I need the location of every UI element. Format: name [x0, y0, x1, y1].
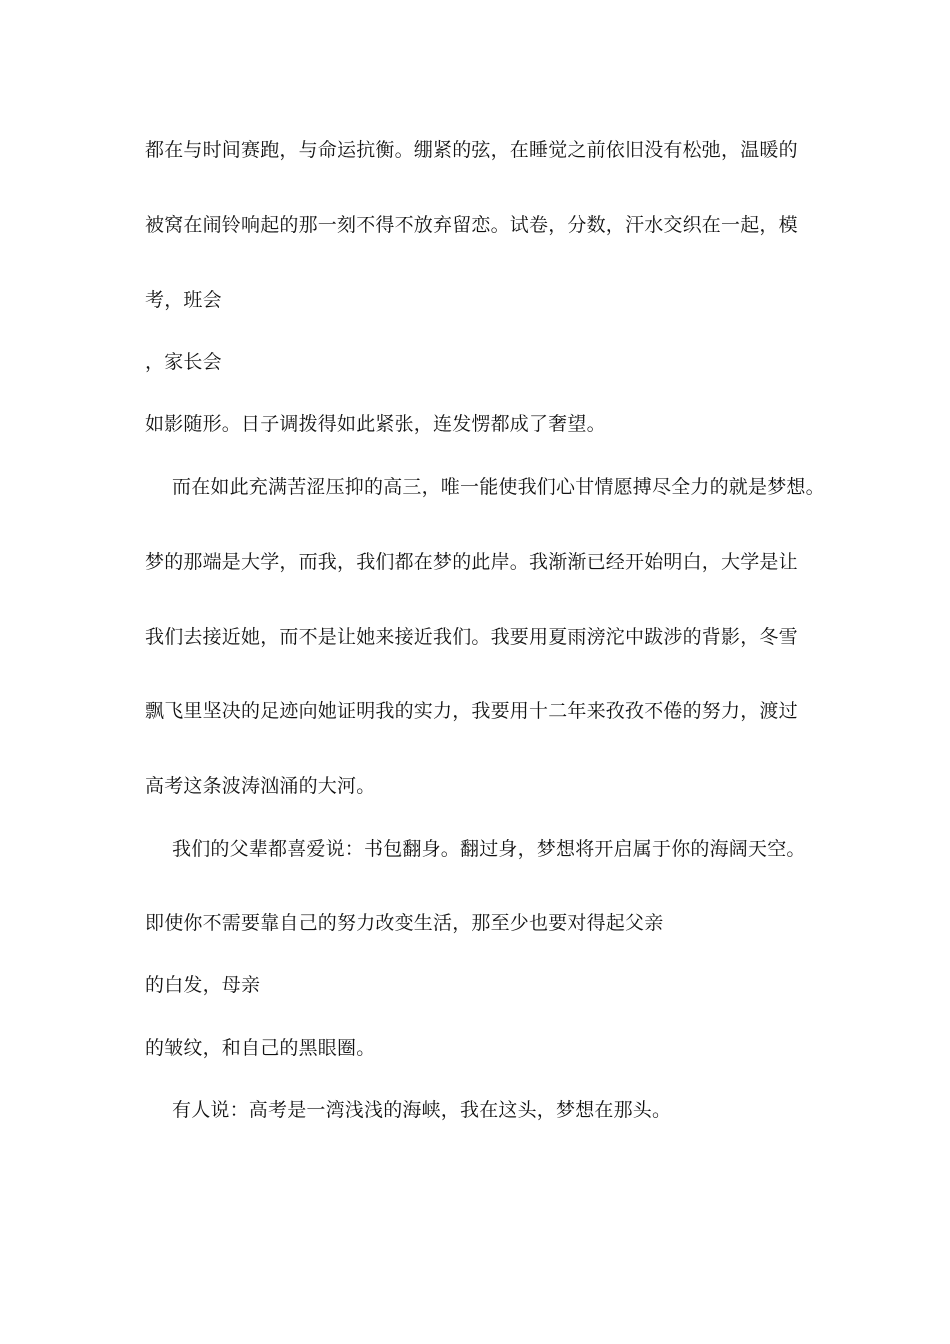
text-line: 我们去接近她，而不是让她来接近我们。我要用夏雨滂沱中跋涉的背影，冬雪	[145, 626, 798, 648]
text-line: 高考这条波涛汹涌的大河。	[145, 775, 376, 797]
text-line: ，家长会	[145, 351, 222, 373]
text-line: 被窝在闹铃响起的那一刻不得不放弃留恋。试卷，分数，汗水交织在一起，模	[145, 214, 798, 236]
text-line: 梦的那端是大学，而我，我们都在梦的此岸。我渐渐已经开始明白，大学是让	[145, 551, 798, 573]
text-line: 如影随形。日子调拨得如此紧张，连发愣都成了奢望。	[145, 413, 606, 435]
text-line: 飘飞里坚决的足迹向她证明我的实力，我要用十二年来孜孜不倦的努力，渡过	[145, 700, 798, 722]
paragraph-first-line: 有人说：高考是一湾浅浅的海峡，我在这头，梦想在那头。	[172, 1099, 672, 1121]
text-line: 即使你不需要靠自己的努力改变生活，那至少也要对得起父亲	[145, 912, 664, 934]
text-line: 考，班会	[145, 289, 222, 311]
text-line: 都在与时间赛跑，与命运抗衡。绷紧的弦，在睡觉之前依旧没有松弛，温暖的	[145, 139, 798, 161]
paragraph-first-line: 我们的父辈都喜爱说：书包翻身。翻过身，梦想将开启属于你的海阔天空。	[172, 838, 806, 860]
text-line: 的皱纹，和自己的黑眼圈。	[145, 1037, 376, 1059]
text-line: 的白发，母亲	[145, 974, 261, 996]
paragraph-first-line: 而在如此充满苦涩压抑的高三，唯一能使我们心甘情愿搏尽全力的就是梦想。	[172, 476, 825, 498]
